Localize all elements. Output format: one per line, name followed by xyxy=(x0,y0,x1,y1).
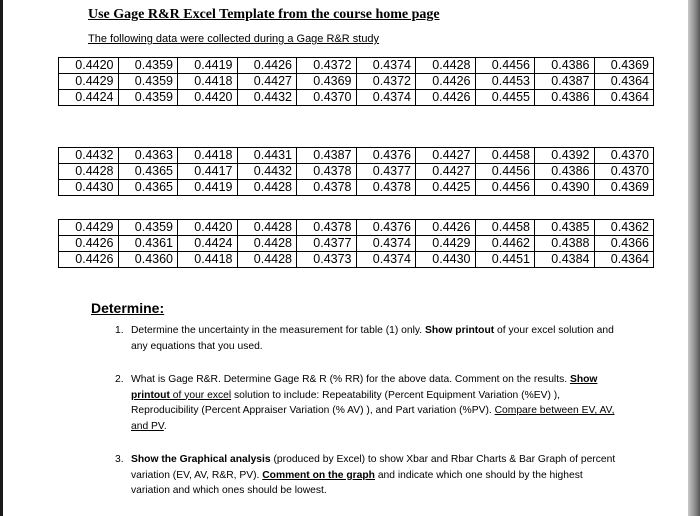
question-emphasis: Show the Graphical analysis xyxy=(131,454,271,465)
table-cell: 0.4418 xyxy=(178,148,238,164)
table-cell: 0.4387 xyxy=(297,148,357,164)
table-cell: 0.4425 xyxy=(416,180,476,196)
table-cell: 0.4427 xyxy=(416,148,476,164)
table-cell: 0.4451 xyxy=(475,252,535,268)
question-number: 3. xyxy=(115,454,124,465)
table-cell: 0.4428 xyxy=(237,180,297,196)
page-title: Use Gage R&R Excel Template from the course home page xyxy=(88,7,440,22)
table-cell: 0.4427 xyxy=(237,74,297,90)
table-cell: 0.4420 xyxy=(178,90,238,106)
table-cell: 0.4426 xyxy=(416,220,476,236)
table-cell: 0.4430 xyxy=(416,252,476,268)
table-row xyxy=(59,252,654,268)
table-cell: 0.4386 xyxy=(535,58,595,74)
table-cell: 0.4377 xyxy=(356,164,416,180)
table-cell: 0.4359 xyxy=(118,74,178,90)
question-emphasis: Show printout xyxy=(424,325,495,336)
table-cell: 0.4374 xyxy=(356,90,416,106)
table-row xyxy=(59,148,654,164)
table-cell: 0.4418 xyxy=(178,74,238,90)
table-cell: 0.4429 xyxy=(416,236,476,252)
table-row xyxy=(59,236,654,252)
table-cell: 0.4365 xyxy=(118,164,178,180)
table-row xyxy=(59,164,654,180)
table-cell: 0.4364 xyxy=(594,252,654,268)
table-cell: 0.4427 xyxy=(416,164,476,180)
table-cell: 0.4377 xyxy=(297,236,357,252)
table-cell: 0.4392 xyxy=(535,148,595,164)
question-text: What is Gage R&R. Determine Gage R& R (% RR) for the above data. Comment on the results. xyxy=(131,374,570,385)
table-row xyxy=(59,90,654,106)
table-cell: 0.4430 xyxy=(59,180,119,196)
table-cell: 0.4420 xyxy=(59,58,119,74)
table-cell: 0.4456 xyxy=(475,58,535,74)
table-cell: 0.4384 xyxy=(535,252,595,268)
table-cell: 0.4366 xyxy=(594,236,654,252)
table-cell: 0.4431 xyxy=(237,148,297,164)
table-cell: 0.4359 xyxy=(118,220,178,236)
table-cell: 0.4376 xyxy=(356,148,416,164)
question-item xyxy=(115,323,620,354)
table-cell: 0.4369 xyxy=(297,74,357,90)
table-cell: 0.4364 xyxy=(594,90,654,106)
table-cell: 0.4424 xyxy=(178,236,238,252)
table-row xyxy=(59,220,654,236)
table-cell: 0.4388 xyxy=(535,236,595,252)
table-cell: 0.4386 xyxy=(535,164,595,180)
table-cell: 0.4372 xyxy=(297,58,357,74)
document-page xyxy=(3,0,688,516)
question-text: . xyxy=(163,420,167,432)
table-cell: 0.4378 xyxy=(297,220,357,236)
table-cell: 0.4369 xyxy=(594,58,654,74)
table-cell: 0.4428 xyxy=(59,164,119,180)
table-cell: 0.4362 xyxy=(594,220,654,236)
table-cell: 0.4374 xyxy=(356,236,416,252)
table-cell: 0.4462 xyxy=(475,236,535,252)
table-cell: 0.4365 xyxy=(118,180,178,196)
table-cell: 0.4374 xyxy=(356,252,416,268)
photo-right-edge xyxy=(688,0,700,516)
table-cell: 0.4456 xyxy=(475,164,535,180)
table-cell: 0.4376 xyxy=(356,220,416,236)
determine-heading: Determine: xyxy=(91,300,165,316)
table-cell: 0.4363 xyxy=(118,148,178,164)
table-row xyxy=(59,58,654,74)
table-cell: 0.4361 xyxy=(118,236,178,252)
table-cell: 0.4390 xyxy=(535,180,595,196)
table-cell: 0.4370 xyxy=(594,148,654,164)
table-cell: 0.4424 xyxy=(59,90,119,106)
question-emphasis: Comment on the graph xyxy=(262,469,375,481)
question-text: of your excel solution and any equations that you used. xyxy=(131,325,614,352)
table-cell: 0.4458 xyxy=(475,220,535,236)
table-cell: 0.4432 xyxy=(237,164,297,180)
question-text: (produced by Excel) to show Xbar and Rbar Charts & Bar Graph of percent variation (EV, AV, R&R, PV). xyxy=(131,454,616,481)
table-cell: 0.4428 xyxy=(416,58,476,74)
table-cell: 0.4385 xyxy=(535,220,595,236)
table-cell: 0.4426 xyxy=(59,236,119,252)
data-table-1 xyxy=(58,57,654,106)
table-cell: 0.4419 xyxy=(178,58,238,74)
table-cell: 0.4369 xyxy=(594,180,654,196)
table-cell: 0.4456 xyxy=(475,180,535,196)
table-cell: 0.4386 xyxy=(535,90,595,106)
table-cell: 0.4426 xyxy=(416,74,476,90)
table-cell: 0.4370 xyxy=(297,90,357,106)
question-underlined: of your excel xyxy=(169,389,232,401)
question-number: 1. xyxy=(115,325,124,336)
table-cell: 0.4426 xyxy=(237,58,297,74)
question-underlined: Compare between EV, AV, and PV xyxy=(131,405,615,432)
table-cell: 0.4419 xyxy=(178,180,238,196)
data-table-2 xyxy=(58,147,654,196)
question-text: solution to include: Repeatability (Percent Equipment Variation (%EV) ), Reproducibility (Percent Appraiser Variation (% AV) ), and Part variation (%PV). xyxy=(131,389,561,416)
table-row xyxy=(59,74,654,90)
table-cell: 0.4426 xyxy=(59,252,119,268)
table-cell: 0.4420 xyxy=(178,220,238,236)
table-cell: 0.4364 xyxy=(594,74,654,90)
question-item xyxy=(115,452,620,499)
table-cell: 0.4373 xyxy=(297,252,357,268)
table-cell: 0.4372 xyxy=(356,74,416,90)
question-text: and indicate which one should by the highest variation and which ones should be lowest. xyxy=(131,469,583,496)
table-cell: 0.4370 xyxy=(594,164,654,180)
table-cell: 0.4432 xyxy=(59,148,119,164)
table-cell: 0.4374 xyxy=(356,58,416,74)
table-cell: 0.4429 xyxy=(59,74,119,90)
table-cell: 0.4359 xyxy=(118,58,178,74)
table-cell: 0.4428 xyxy=(237,252,297,268)
table-cell: 0.4455 xyxy=(475,90,535,106)
table-cell: 0.4418 xyxy=(178,252,238,268)
table-cell: 0.4432 xyxy=(237,90,297,106)
table-row xyxy=(59,180,654,196)
question-text: Determine the uncertainty in the measurement for table (1) only. xyxy=(131,325,425,336)
table-cell: 0.4429 xyxy=(59,220,119,236)
data-table-3 xyxy=(58,219,654,268)
table-cell: 0.4428 xyxy=(237,236,297,252)
table-cell: 0.4378 xyxy=(297,180,357,196)
table-cell: 0.4359 xyxy=(118,90,178,106)
table-cell: 0.4428 xyxy=(237,220,297,236)
question-emphasis: Show printout xyxy=(131,374,598,401)
table-cell: 0.4458 xyxy=(475,148,535,164)
question-number: 2. xyxy=(115,374,124,385)
question-item xyxy=(115,372,620,434)
table-cell: 0.4453 xyxy=(475,74,535,90)
question-list xyxy=(115,321,620,499)
table-cell: 0.4360 xyxy=(118,252,178,268)
table-cell: 0.4387 xyxy=(535,74,595,90)
table-cell: 0.4417 xyxy=(178,164,238,180)
data-intro-text: The following data were collected during a Gage R&R study xyxy=(88,33,380,45)
table-cell: 0.4378 xyxy=(297,164,357,180)
table-cell: 0.4378 xyxy=(356,180,416,196)
table-cell: 0.4426 xyxy=(416,90,476,106)
